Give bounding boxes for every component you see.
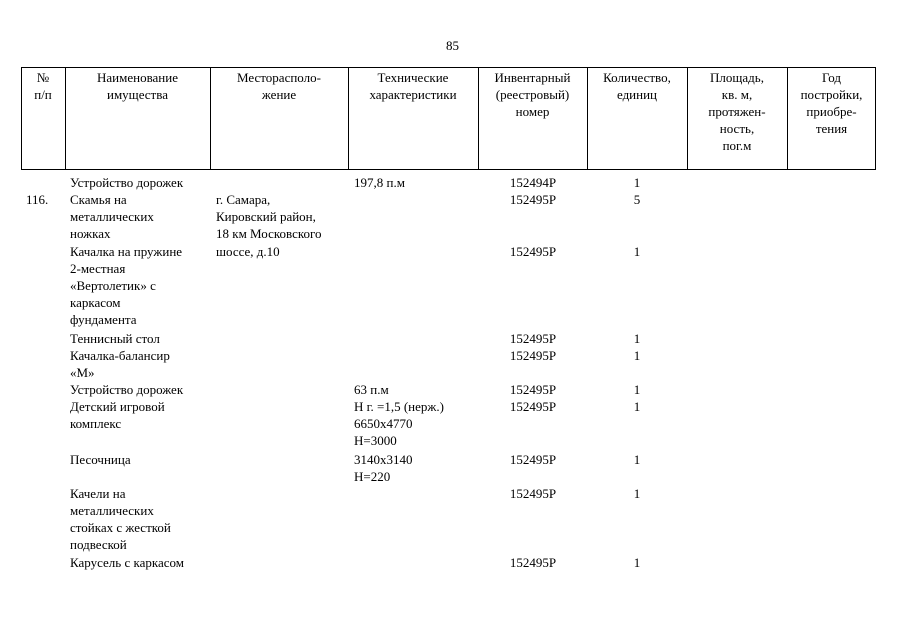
row-inventory: 152495Р [509, 348, 557, 363]
row-name: Качалка-балансир «М» [70, 348, 170, 380]
header-tech: Технические характеристики [369, 70, 457, 102]
row-num: 116. [26, 192, 49, 207]
row-quantity: 1 [633, 348, 641, 363]
row-name: Карусель с каркасом [70, 555, 185, 570]
row-name: Качели на металлических стойках с жесткой подвеской [70, 486, 171, 552]
table-divider [210, 67, 211, 170]
header-year: Год постройки, приобре- тения [800, 70, 863, 136]
row-inventory: 152495Р [509, 331, 557, 346]
table-divider [787, 67, 788, 170]
row-quantity: 1 [633, 452, 641, 467]
header-area: Площадь, кв. м, протяжен- ность, пог.м [708, 70, 766, 153]
row-quantity: 5 [633, 192, 641, 207]
row-name: Песочница [70, 452, 131, 467]
row-quantity: 1 [633, 331, 641, 346]
table-header [21, 67, 876, 170]
table-divider [687, 67, 688, 170]
row-name: Качалка на пружине 2-местная «Вертолетик» с каркасом фундамента [70, 244, 183, 327]
row-inventory: 152495Р [509, 399, 557, 414]
row-quantity: 1 [633, 399, 641, 414]
table-divider [478, 67, 479, 170]
row-quantity: 1 [633, 175, 641, 190]
header-name: Наименование имущества [97, 70, 178, 102]
row-name: Устройство дорожек [70, 382, 184, 397]
row-quantity: 1 [633, 244, 641, 259]
row-inventory: 152495Р [509, 555, 557, 570]
table-divider [587, 67, 588, 170]
table-divider [875, 67, 876, 170]
header-inventory: Инвентарный (реестровый) номер [494, 70, 571, 119]
header-quantity: Количество, единиц [603, 70, 671, 102]
row-name: Теннисный стол [70, 331, 160, 346]
row-inventory: 152495Р [509, 452, 557, 467]
row-name: Детский игровой комплекс [70, 399, 165, 431]
row-inventory: 152495Р [509, 244, 557, 259]
row-tech: 63 п.м [354, 382, 389, 397]
row-tech: Н г. =1,5 (нерж.) 6650х4770 Н=3000 [354, 399, 444, 448]
row-tech: 197,8 п.м [354, 175, 405, 190]
row-inventory: 152495Р [509, 486, 557, 501]
row-inventory: 152495Р [509, 382, 557, 397]
row-location: г. Самара, Кировский район, 18 км Московского [216, 192, 322, 241]
table-divider [65, 67, 66, 170]
row-location: шоссе, д.10 [216, 244, 280, 259]
row-tech: 3140х3140 Н=220 [354, 452, 413, 484]
header-num: № п/п [34, 70, 52, 102]
row-quantity: 1 [633, 382, 641, 397]
row-name: Устройство дорожек [70, 175, 184, 190]
row-inventory: 152494Р [509, 175, 557, 190]
row-name: Скамья на металлических ножках [70, 192, 154, 241]
header-location: Месторасполо- жение [237, 70, 321, 102]
row-quantity: 1 [633, 486, 641, 501]
table-divider [21, 67, 22, 170]
table-divider [348, 67, 349, 170]
page-number: 85 [446, 38, 459, 53]
row-quantity: 1 [633, 555, 641, 570]
row-inventory: 152495Р [509, 192, 557, 207]
